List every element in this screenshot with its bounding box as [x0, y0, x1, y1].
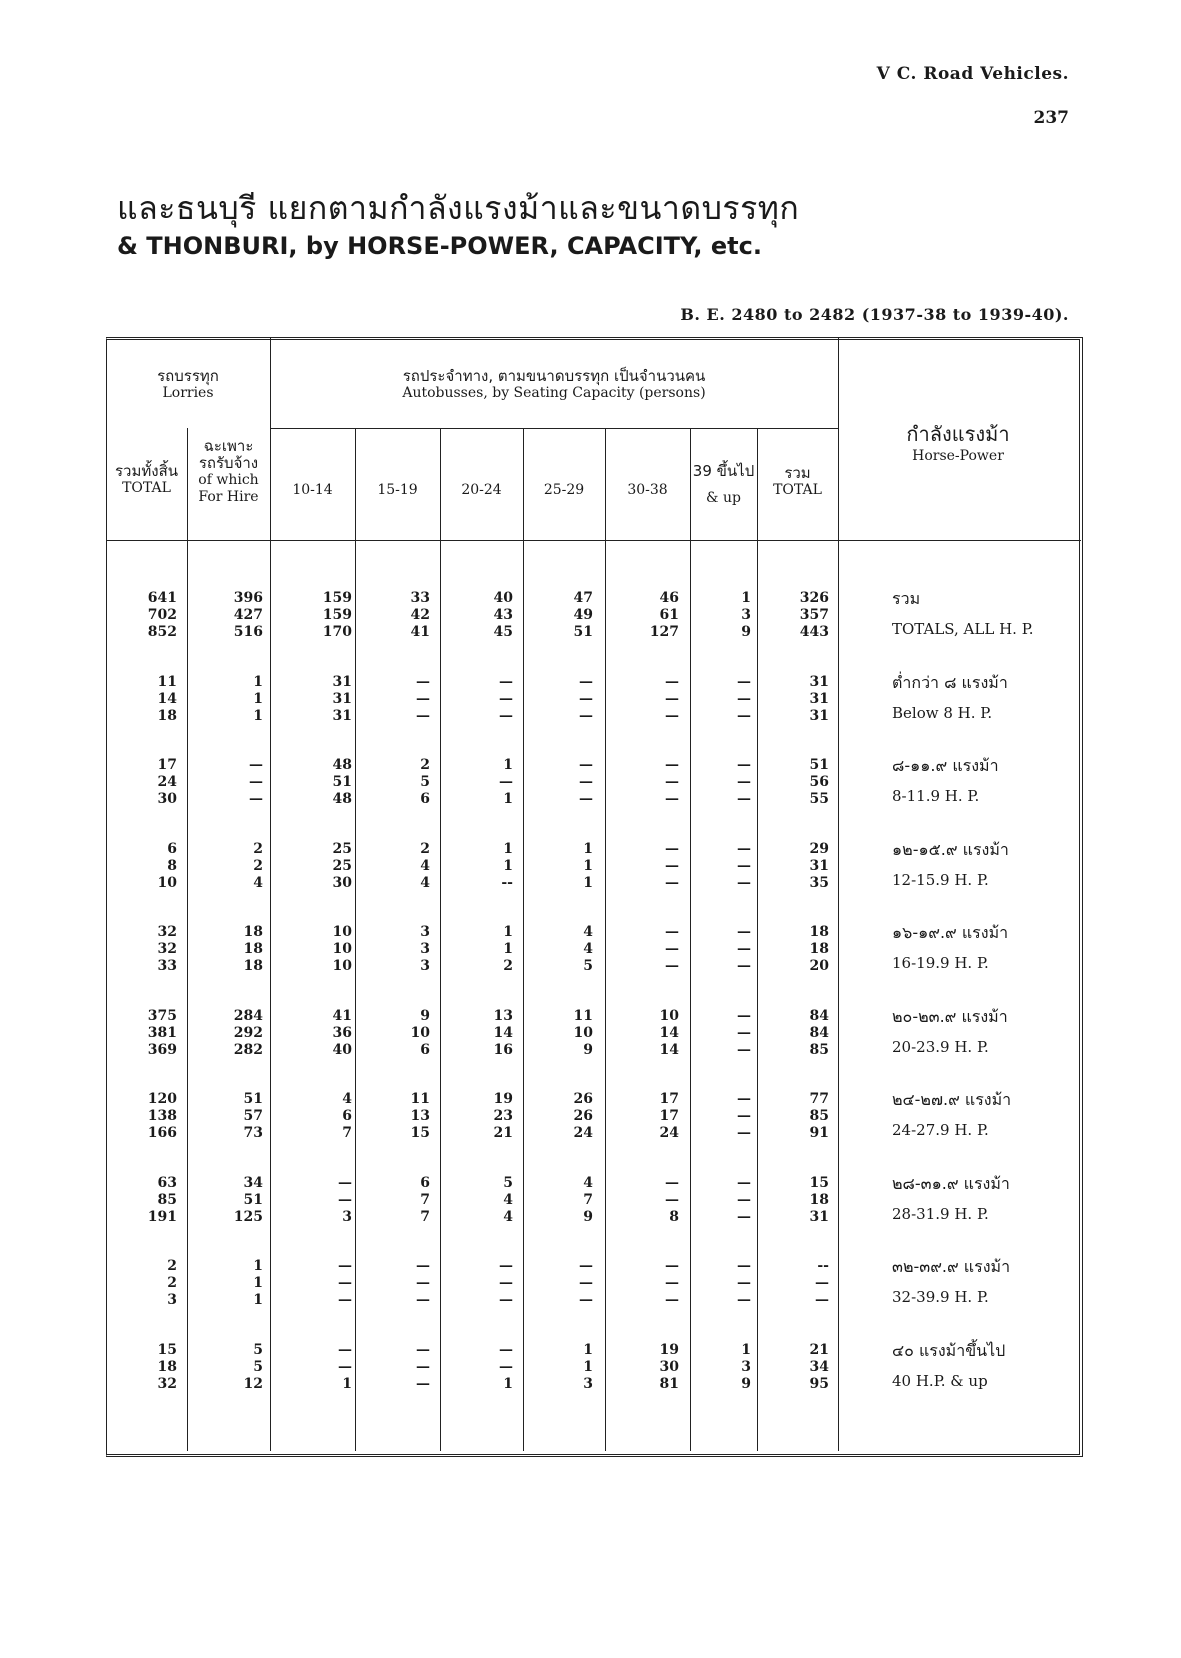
hp-class-label	[892, 835, 1009, 895]
cell-total: 17 24 30	[157, 757, 177, 807]
cell-cap-20-24: 13 14 16	[493, 1008, 513, 1058]
cell-cap-10-14: 159 159 170	[322, 590, 352, 640]
cell-bus-total: 18 18 20	[809, 924, 829, 974]
cell-cap-30-38: 10 14 14	[659, 1008, 679, 1058]
cell-bus-total: 29 31 35	[809, 841, 829, 891]
cell-for-hire: 51 57 73	[243, 1091, 263, 1141]
cell-cap-15-19: — — —	[416, 674, 430, 724]
cell-cap-25-29: 4 7 9	[583, 1175, 593, 1225]
hp-class-label-english: 32-39.9 H. P.	[892, 1288, 989, 1306]
cell-cap-25-29: — — —	[579, 757, 593, 807]
hp-class-label-english: 8-11.9 H. P.	[892, 787, 980, 805]
header-cap-30-38: 30-38	[627, 482, 668, 498]
cell-cap-10-14: — — 3	[338, 1175, 352, 1225]
cell-total: 11 14 18	[157, 674, 177, 724]
header-cap-10-14: 10-14	[292, 482, 333, 498]
cell-cap-30-38: — — —	[665, 1258, 679, 1308]
hp-class-label	[892, 584, 1034, 644]
hp-class-label	[892, 1169, 1010, 1229]
cell-cap-10-14: 31 31 31	[332, 674, 352, 724]
hp-class-label	[892, 668, 1008, 728]
cell-cap-10-14: 4 6 7	[342, 1091, 352, 1141]
header-cap-39-up: 39 ขึ้นไป & up	[692, 462, 755, 506]
cell-cap-30-38: — — —	[665, 924, 679, 974]
hp-class-label-english: 20-23.9 H. P.	[892, 1038, 989, 1056]
cell-cap-15-19: 2 4 4	[420, 841, 430, 891]
cell-cap-30-38: 46 61 127	[649, 590, 679, 640]
cell-total: 15 18 32	[157, 1342, 177, 1392]
cell-total: 641 702 852	[147, 590, 177, 640]
cell-cap-39-up: — — —	[737, 1258, 751, 1308]
cell-for-hire: — — —	[249, 757, 263, 807]
cell-cap-25-29: 11 10 9	[573, 1008, 593, 1058]
cell-bus-total: -- — —	[815, 1258, 829, 1308]
hp-class-label-english: Below 8 H. P.	[892, 704, 993, 722]
cell-cap-15-19: 9 10 6	[410, 1008, 430, 1058]
cell-cap-20-24: 1 1 2	[503, 924, 513, 974]
cell-total: 2 2 3	[167, 1258, 177, 1308]
column-divider	[187, 428, 188, 1451]
header-cap-25-29: 25-29	[543, 482, 585, 498]
cell-for-hire: 5 5 12	[243, 1342, 263, 1392]
cell-total: 6 8 10	[157, 841, 177, 891]
cell-for-hire: 1 1 1	[253, 674, 263, 724]
cell-bus-total: 21 34 95	[809, 1342, 829, 1392]
cell-cap-10-14: — — 1	[338, 1342, 352, 1392]
hp-class-label-english: 12-15.9 H. P.	[892, 871, 989, 889]
hp-class-label-english: 16-19.9 H. P.	[892, 954, 989, 972]
header-bus-total: รวม TOTAL	[773, 464, 822, 498]
cell-cap-39-up: — — —	[737, 757, 751, 807]
cell-total: 375 381 369	[147, 1008, 177, 1058]
header-cap-15-19: 15-19	[377, 482, 418, 498]
cell-cap-10-14: 25 25 30	[332, 841, 352, 891]
column-divider	[270, 337, 271, 1451]
cell-cap-20-24: 1 — 1	[499, 757, 513, 807]
page-number: 237	[1033, 108, 1069, 128]
cell-bus-total: 326 357 443	[799, 590, 829, 640]
cell-for-hire: 396 427 516	[233, 590, 263, 640]
hp-class-label-thai: รวม	[892, 589, 921, 608]
cell-cap-10-14: 10 10 10	[332, 924, 352, 974]
cell-cap-15-19: 3 3 3	[420, 924, 430, 974]
hp-class-label-thai: ต่ำกว่า ๘ แรงม้า	[892, 673, 1008, 692]
cell-cap-25-29: 1 1 3	[583, 1342, 593, 1392]
cell-cap-30-38: — — —	[665, 757, 679, 807]
cell-cap-20-24: 1 1 --	[501, 841, 513, 891]
cell-total: 63 85 191	[147, 1175, 177, 1225]
cell-cap-15-19: 6 7 7	[420, 1175, 430, 1225]
cell-cap-15-19: 33 42 41	[410, 590, 430, 640]
cell-cap-20-24: 40 43 45	[493, 590, 513, 640]
header-cap-20-24: 20-24	[461, 482, 502, 498]
cell-cap-25-29: — — —	[579, 674, 593, 724]
cell-bus-total: 84 84 85	[809, 1008, 829, 1058]
title-english: & THONBURI, by HORSE-POWER, CAPACITY, etc.	[117, 232, 762, 260]
hp-class-label-thai: ๒๘-๓๑.๙ แรงม้า	[892, 1174, 1010, 1193]
cell-cap-30-38: 17 17 24	[659, 1091, 679, 1141]
column-divider	[355, 428, 356, 1451]
hp-class-label-thai: ๑๖-๑๙.๙ แรงม้า	[892, 923, 1009, 942]
cell-cap-39-up: — — —	[737, 1175, 751, 1225]
cell-cap-25-29: 47 49 51	[573, 590, 593, 640]
cell-cap-15-19: 2 5 6	[420, 757, 430, 807]
period-heading: B. E. 2480 to 2482 (1937-38 to 1939-40).	[680, 305, 1069, 324]
cell-total: 120 138 166	[147, 1091, 177, 1141]
hp-class-label-thai: ๒๐-๒๓.๙ แรงม้า	[892, 1007, 1008, 1026]
hp-class-label-english: 28-31.9 H. P.	[892, 1205, 989, 1223]
cell-cap-20-24: — — —	[499, 674, 513, 724]
cell-cap-20-24: — — —	[499, 1258, 513, 1308]
cell-cap-39-up: — — —	[737, 924, 751, 974]
cell-cap-15-19: 11 13 15	[410, 1091, 430, 1141]
cell-bus-total: 31 31 31	[809, 674, 829, 724]
hp-class-label	[892, 1252, 1010, 1312]
hp-class-label	[892, 1002, 1008, 1062]
cell-cap-25-29: 4 4 5	[583, 924, 593, 974]
cell-cap-39-up: 1 3 9	[741, 1342, 751, 1392]
hp-class-label	[892, 751, 999, 811]
cell-cap-10-14: 41 36 40	[332, 1008, 352, 1058]
hp-class-label-thai: ๔๐ แรงม้าขึ้นไป	[892, 1341, 1006, 1360]
cell-for-hire: 18 18 18	[243, 924, 263, 974]
hp-class-label-thai: ๓๒-๓๙.๙ แรงม้า	[892, 1257, 1011, 1276]
cell-cap-25-29: 1 1 1	[583, 841, 593, 891]
hp-class-label	[892, 1336, 1005, 1396]
column-divider	[838, 337, 839, 1451]
cell-cap-39-up: — — —	[737, 841, 751, 891]
hp-class-label-thai: ๘-๑๑.๙ แรงม้า	[892, 756, 999, 775]
cell-cap-39-up: — — —	[737, 1091, 751, 1141]
column-divider	[523, 428, 524, 1451]
cell-cap-20-24: — — 1	[499, 1342, 513, 1392]
running-head: V C. Road Vehicles.	[876, 64, 1069, 84]
cell-cap-15-19: — — —	[416, 1258, 430, 1308]
cell-cap-30-38: 19 30 81	[659, 1342, 679, 1392]
hp-class-label	[892, 1085, 1011, 1145]
cell-total: 32 32 33	[157, 924, 177, 974]
header-horse-power: กำลังแรงม้า Horse-Power	[906, 422, 1010, 464]
cell-cap-25-29: — — —	[579, 1258, 593, 1308]
cell-cap-30-38: — — —	[665, 841, 679, 891]
cell-cap-25-29: 26 26 24	[573, 1091, 593, 1141]
hp-class-label-thai: ๒๔-๒๗.๙ แรงม้า	[892, 1090, 1012, 1109]
cell-cap-30-38: — — —	[665, 674, 679, 724]
header-lorries: รถบรรทุก Lorries	[157, 367, 219, 401]
cell-for-hire: 284 292 282	[233, 1008, 263, 1058]
cell-bus-total: 15 18 31	[809, 1175, 829, 1225]
cell-bus-total: 77 85 91	[809, 1091, 829, 1141]
cell-for-hire: 34 51 125	[233, 1175, 263, 1225]
header-autobusses: รถประจำทาง, ตามขนาดบรรทุก เป็นจำนวนคน Autobusses, by Seating Capacity (persons)	[402, 367, 706, 401]
cell-cap-30-38: — — 8	[665, 1175, 679, 1225]
hp-class-label-english: 40 H.P. & up	[892, 1372, 988, 1390]
header-rule	[270, 428, 838, 429]
cell-cap-39-up: 1 3 9	[741, 590, 751, 640]
cell-cap-20-24: 5 4 4	[503, 1175, 513, 1225]
cell-cap-39-up: — — —	[737, 674, 751, 724]
cell-cap-39-up: — — —	[737, 1008, 751, 1058]
cell-cap-15-19: — — —	[416, 1342, 430, 1392]
cell-for-hire: 2 2 4	[253, 841, 263, 891]
cell-cap-10-14: — — —	[338, 1258, 352, 1308]
column-divider	[605, 428, 606, 1451]
cell-cap-20-24: 19 23 21	[493, 1091, 513, 1141]
column-divider	[440, 428, 441, 1451]
hp-class-label-thai: ๑๒-๑๕.๙ แรงม้า	[892, 840, 1009, 859]
hp-class-label-english: TOTALS, ALL H. P.	[892, 620, 1034, 638]
cell-for-hire: 1 1 1	[253, 1258, 263, 1308]
cell-cap-10-14: 48 51 48	[332, 757, 352, 807]
column-divider	[757, 428, 758, 1451]
hp-class-label	[892, 918, 1008, 978]
hp-class-label-english: 24-27.9 H. P.	[892, 1121, 989, 1139]
cell-bus-total: 51 56 55	[809, 757, 829, 807]
header-rule	[106, 540, 1081, 541]
header-for-hire: ฉะเพาะ รถรับจ้าง of which For Hire	[198, 437, 259, 505]
column-divider	[690, 428, 691, 1451]
header-total: รวมทั้งสิ้น TOTAL	[115, 462, 178, 496]
title-thai: และธนบุรี แยกตามกำลังแรงม้าและขนาดบรรทุก	[117, 189, 800, 227]
